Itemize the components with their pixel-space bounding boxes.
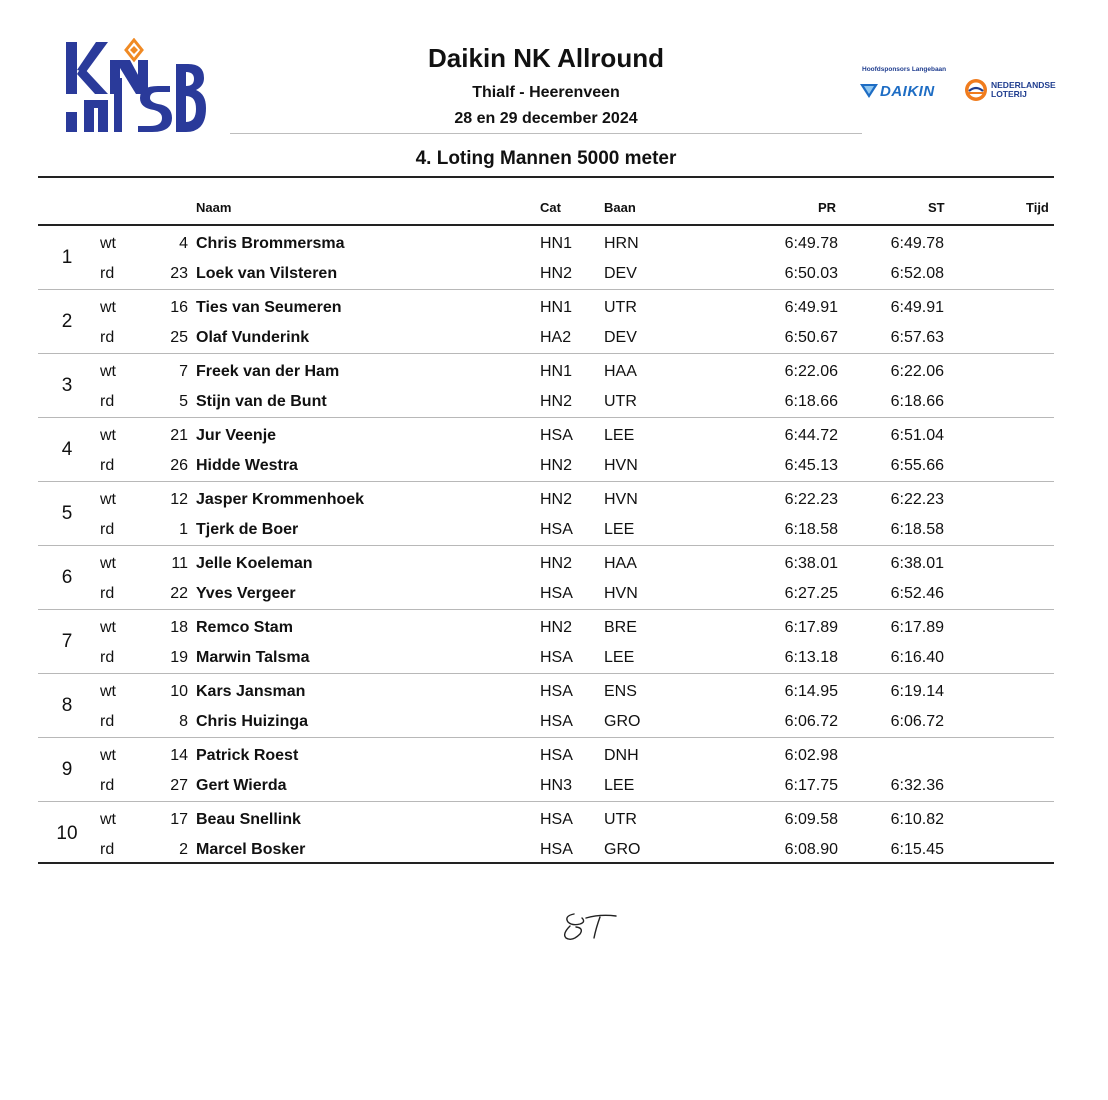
table-row — [38, 613, 1054, 643]
personal-record: 6:08.90 — [784, 841, 838, 858]
lane-indicator: rd — [100, 265, 115, 282]
skater-name: Remco Stam — [196, 619, 293, 636]
col-header-name: Naam — [196, 200, 232, 215]
season-time: 6:18.66 — [890, 393, 944, 410]
home-rink: HVN — [604, 457, 638, 474]
start-number: 17 — [170, 811, 188, 828]
home-rink: GRO — [604, 841, 641, 858]
season-time: 6:18.58 — [890, 521, 944, 538]
category: HN2 — [540, 393, 573, 410]
col-header-club: Baan — [604, 200, 636, 215]
header-divider — [230, 133, 862, 134]
pair-number: 7 — [61, 631, 73, 652]
pair-block — [38, 546, 1054, 610]
table-row — [38, 387, 1054, 417]
home-rink: HRN — [604, 235, 639, 252]
pair-number: 9 — [61, 759, 73, 780]
category: HN2 — [540, 491, 573, 508]
start-number: 10 — [170, 683, 188, 700]
season-time: 6:06.72 — [890, 713, 944, 730]
table-row — [38, 323, 1054, 353]
daikin-wordmark: DAIKIN — [880, 82, 935, 100]
header — [230, 40, 862, 132]
personal-record: 6:22.23 — [784, 491, 838, 508]
season-time: 6:10.82 — [890, 811, 944, 828]
table-row — [38, 293, 1054, 323]
pair-block — [38, 610, 1054, 674]
home-rink: HAA — [604, 555, 637, 572]
table-row — [38, 707, 1054, 737]
season-time: 6:22.23 — [890, 491, 944, 508]
start-number: 21 — [170, 427, 188, 444]
personal-record: 6:45.13 — [784, 457, 838, 474]
skater-name: Freek van der Ham — [196, 363, 340, 380]
col-header-st: ST — [928, 200, 945, 215]
pair-number: 5 — [61, 503, 73, 524]
season-time: 6:55.66 — [890, 457, 944, 474]
category: HSA — [540, 427, 573, 444]
loterij-emblem-icon — [964, 78, 988, 102]
section-title: 4. Loting Mannen 5000 meter — [415, 148, 677, 169]
personal-record: 6:09.58 — [784, 811, 838, 828]
skater-name: Kars Jansman — [196, 683, 306, 700]
category: HN1 — [540, 363, 573, 380]
lane-indicator: wt — [100, 491, 116, 508]
col-header-pr: PR — [818, 200, 837, 215]
start-number: 7 — [179, 363, 188, 380]
home-rink: UTR — [604, 299, 637, 316]
category: HSA — [540, 747, 573, 764]
start-number: 1 — [179, 521, 188, 538]
pair-number: 10 — [56, 823, 78, 844]
table-row — [38, 357, 1054, 387]
pair-block — [38, 226, 1054, 290]
category: HN2 — [540, 619, 573, 636]
pair-number: 6 — [61, 567, 73, 588]
table-row — [38, 835, 1054, 865]
start-number: 27 — [170, 777, 188, 794]
season-time: 6:52.08 — [890, 265, 944, 282]
lane-indicator: wt — [100, 747, 116, 764]
table-row — [38, 771, 1054, 801]
category: HSA — [540, 713, 573, 730]
table-row — [38, 579, 1054, 609]
home-rink: BRE — [604, 619, 637, 636]
table-row — [38, 515, 1054, 545]
start-number: 12 — [170, 491, 188, 508]
skater-name: Loek van Vilsteren — [196, 265, 338, 282]
category: HN2 — [540, 265, 573, 282]
personal-record: 6:49.78 — [784, 235, 838, 252]
start-number: 19 — [170, 649, 188, 666]
season-time: 6:16.40 — [890, 649, 944, 666]
table-row — [38, 677, 1054, 707]
lane-indicator: rd — [100, 777, 115, 794]
category: HSA — [540, 841, 573, 858]
pair-block — [38, 482, 1054, 546]
personal-record: 6:18.58 — [784, 521, 838, 538]
signature-initials — [560, 908, 624, 944]
personal-record: 6:50.03 — [784, 265, 838, 282]
table-top-rule — [38, 176, 1054, 178]
loterij-wordmark-line1: NEDERLANDSE — [991, 80, 1056, 90]
venue: Thialf - Heerenveen — [472, 84, 620, 101]
lane-indicator: wt — [100, 299, 116, 316]
lane-indicator: rd — [100, 521, 115, 538]
home-rink: GRO — [604, 713, 641, 730]
personal-record: 6:50.67 — [784, 329, 838, 346]
lane-indicator: rd — [100, 649, 115, 666]
pair-block — [38, 674, 1054, 738]
personal-record: 6:17.75 — [784, 777, 838, 794]
pair-number: 1 — [61, 247, 73, 268]
pair-number: 3 — [61, 375, 73, 396]
category: HSA — [540, 649, 573, 666]
pair-number: 4 — [61, 439, 73, 460]
sponsor-logos — [860, 66, 1060, 116]
col-header-cat: Cat — [540, 200, 561, 215]
personal-record: 6:38.01 — [784, 555, 838, 572]
category: HN3 — [540, 777, 573, 794]
start-number: 5 — [179, 393, 188, 410]
season-time: 6:19.14 — [890, 683, 944, 700]
table-row — [38, 259, 1054, 289]
season-time: 6:49.78 — [890, 235, 944, 252]
category: HSA — [540, 811, 573, 828]
lane-indicator: rd — [100, 393, 115, 410]
category: HN2 — [540, 555, 573, 572]
table-row — [38, 741, 1054, 771]
home-rink: LEE — [604, 427, 635, 444]
home-rink: LEE — [604, 521, 635, 538]
table-row — [38, 643, 1054, 673]
table-row — [38, 549, 1054, 579]
season-time: 6:17.89 — [890, 619, 944, 636]
home-rink: HAA — [604, 363, 637, 380]
skater-name: Jelle Koeleman — [196, 555, 313, 572]
lane-indicator: wt — [100, 683, 116, 700]
table-row — [38, 805, 1054, 835]
daikin-triangle-icon — [860, 83, 878, 99]
home-rink: HVN — [604, 491, 638, 508]
table-row — [38, 485, 1054, 515]
category: HA2 — [540, 329, 572, 346]
lane-indicator: wt — [100, 811, 116, 828]
home-rink: UTR — [604, 811, 637, 828]
skater-name: Chris Huizinga — [196, 713, 309, 730]
skater-name: Ties van Seumeren — [196, 299, 342, 316]
skater-name: Marcel Bosker — [196, 841, 306, 858]
personal-record: 6:14.95 — [784, 683, 838, 700]
pair-block — [38, 802, 1054, 866]
col-header-time: Tijd — [1026, 200, 1049, 215]
pair-number: 8 — [61, 695, 73, 716]
start-number: 4 — [179, 235, 188, 252]
personal-record: 6:17.89 — [784, 619, 838, 636]
lane-indicator: rd — [100, 457, 115, 474]
loterij-wordmark-line2: LOTERIJ — [991, 89, 1027, 99]
skater-name: Hidde Westra — [196, 457, 298, 474]
pair-block — [38, 354, 1054, 418]
start-number: 23 — [170, 265, 188, 282]
home-rink: DEV — [604, 265, 637, 282]
category: HSA — [540, 683, 573, 700]
lane-indicator: wt — [100, 235, 116, 252]
lane-indicator: wt — [100, 555, 116, 572]
personal-record: 6:22.06 — [784, 363, 838, 380]
personal-record: 6:27.25 — [784, 585, 838, 602]
home-rink: UTR — [604, 393, 637, 410]
start-number: 16 — [170, 299, 188, 316]
skater-name: Jur Veenje — [196, 427, 277, 444]
season-time: 6:15.45 — [890, 841, 944, 858]
skater-name: Tjerk de Boer — [196, 521, 299, 538]
start-number: 26 — [170, 457, 188, 474]
pair-block — [38, 418, 1054, 482]
pair-block — [38, 290, 1054, 354]
season-time: 6:22.06 — [890, 363, 944, 380]
start-number: 25 — [170, 329, 188, 346]
pair-block — [38, 738, 1054, 802]
personal-record: 6:02.98 — [784, 747, 838, 764]
skater-name: Chris Brommersma — [196, 235, 345, 252]
home-rink: LEE — [604, 649, 635, 666]
table-bottom-rule — [38, 862, 1054, 864]
table-row — [38, 451, 1054, 481]
category: HSA — [540, 521, 573, 538]
table-row — [38, 229, 1054, 259]
start-number: 11 — [171, 555, 188, 572]
category: HN2 — [540, 457, 573, 474]
home-rink: ENS — [604, 683, 637, 700]
personal-record: 6:18.66 — [784, 393, 838, 410]
season-time: 6:52.46 — [890, 585, 944, 602]
season-time: 6:32.36 — [890, 777, 944, 794]
start-number: 14 — [170, 747, 188, 764]
personal-record: 6:44.72 — [784, 427, 838, 444]
sponsor-caption: Hoofdsponsors Langebaan — [862, 66, 947, 73]
season-time: 6:51.04 — [890, 427, 944, 444]
home-rink: DNH — [604, 747, 639, 764]
start-number: 2 — [179, 841, 188, 858]
lane-indicator: rd — [100, 713, 115, 730]
start-number: 22 — [170, 585, 188, 602]
start-number: 8 — [179, 713, 188, 730]
skater-name: Beau Snellink — [196, 811, 301, 828]
home-rink: DEV — [604, 329, 637, 346]
lane-indicator: rd — [100, 841, 115, 858]
home-rink: HVN — [604, 585, 638, 602]
season-time: 6:38.01 — [890, 555, 944, 572]
lane-indicator: rd — [100, 585, 115, 602]
page-title: Daikin NK Allround — [428, 43, 664, 73]
home-rink: LEE — [604, 777, 635, 794]
event-dates: 28 en 29 december 2024 — [454, 110, 638, 127]
loterij-logo — [964, 78, 1056, 102]
pair-number: 2 — [61, 311, 73, 332]
start-number: 18 — [170, 619, 188, 636]
skater-name: Marwin Talsma — [196, 649, 310, 666]
category: HSA — [540, 585, 573, 602]
personal-record: 6:13.18 — [784, 649, 838, 666]
skater-name: Patrick Roest — [196, 747, 299, 764]
category: HN1 — [540, 299, 573, 316]
skater-name: Stijn van de Bunt — [196, 393, 327, 410]
personal-record: 6:49.91 — [784, 299, 838, 316]
personal-record: 6:06.72 — [784, 713, 838, 730]
season-time: 6:49.91 — [890, 299, 944, 316]
daikin-logo — [860, 80, 935, 102]
lane-indicator: wt — [100, 427, 116, 444]
category: HN1 — [540, 235, 573, 252]
skater-name: Gert Wierda — [196, 777, 287, 794]
lane-indicator: rd — [100, 329, 115, 346]
skater-name: Olaf Vunderink — [196, 329, 310, 346]
season-time: 6:57.63 — [890, 329, 944, 346]
skater-name: Jasper Krommenhoek — [196, 491, 365, 508]
lane-indicator: wt — [100, 619, 116, 636]
skater-name: Yves Vergeer — [196, 585, 296, 602]
table-row — [38, 421, 1054, 451]
knsb-logo — [62, 38, 207, 136]
lane-indicator: wt — [100, 363, 116, 380]
